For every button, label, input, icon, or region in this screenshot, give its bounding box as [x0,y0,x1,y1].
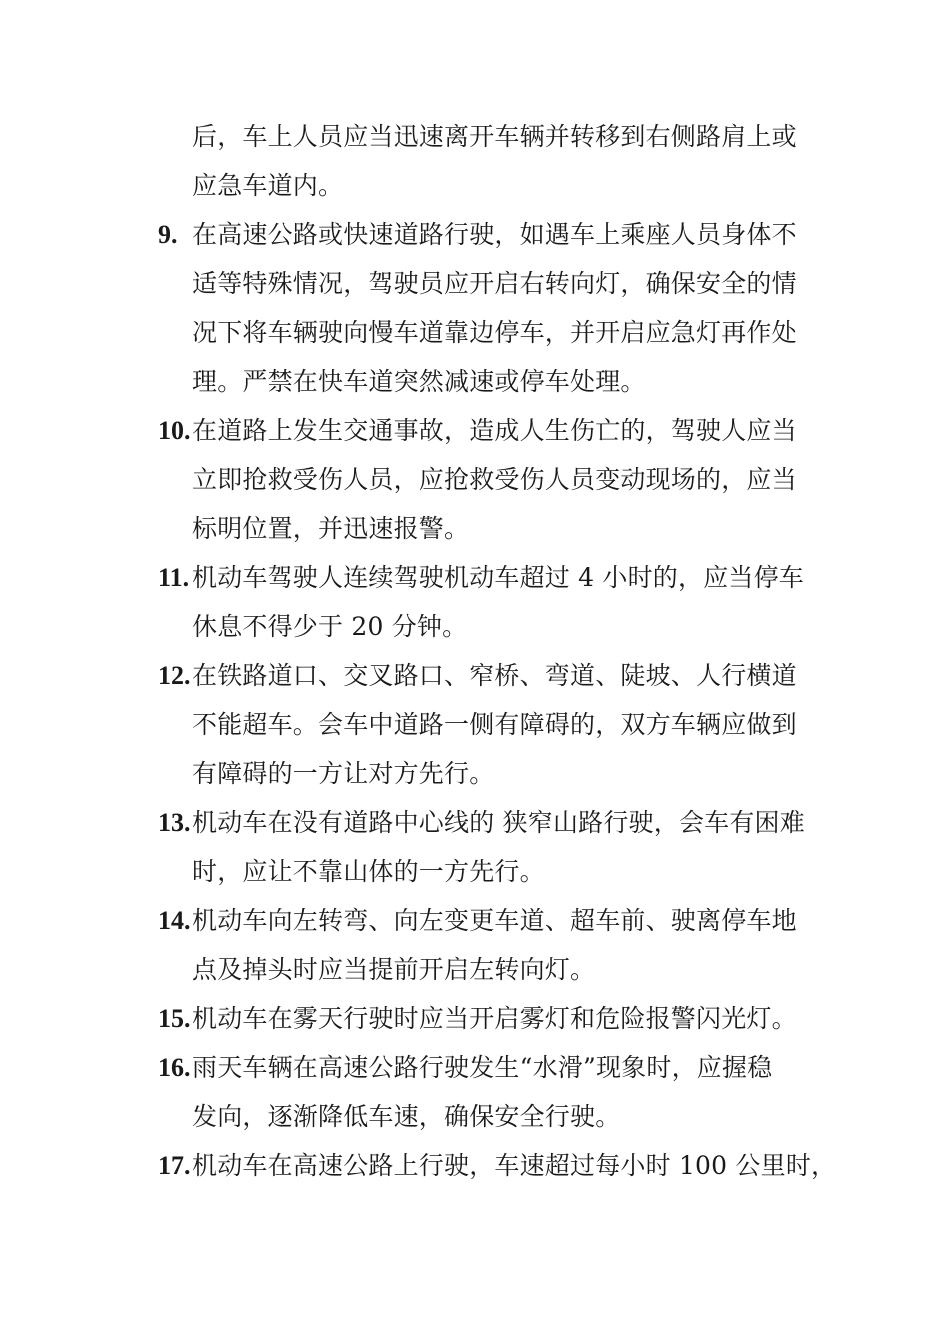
list-item [158,406,810,553]
item-line: 点及掉头时应当提前开启左转向灯。 [192,955,596,984]
item-number: 13. [158,808,191,837]
list-item [158,553,810,651]
item-line: 休息不得少于 20 分钟。 [192,612,468,641]
item-line: 机动车在高速公路上行驶，车速超过每小时 100 公里时， [192,1151,837,1180]
item-line: 况下将车辆驶向慢车道靠边停车，并开启应急灯再作处 [192,318,797,347]
item-line: 理。严禁在快车道突然减速或停车处理。 [192,367,646,396]
item-number: 11. [158,563,190,592]
item-line: 适等特殊情况，驾驶员应开启右转向灯，确保安全的情 [192,269,797,298]
item-line: 在道路上发生交通事故，造成人生伤亡的，驾驶人应当 [192,416,797,445]
item-line: 机动车驾驶人连续驾驶机动车超过 4 小时的，应当停车 [192,563,805,592]
item-line: 在铁路道口、交叉路口、窄桥、弯道、陡坡、人行横道 [192,661,797,690]
item-line: 机动车在雾天行驶时应当开启雾灯和危险报警闪光灯。 [192,1004,797,1033]
item-line: 不能超车。会车中道路一侧有障碍的，双方车辆应做到 [192,710,797,739]
rule-list [158,112,837,1190]
list-item [158,651,810,798]
item-number: 10. [158,416,191,445]
item-line: 应急车道内。 [192,171,344,200]
item-number: 14. [158,906,191,935]
list-item [158,1043,810,1141]
list-item [158,994,810,1043]
item-line: 时，应让不靠山体的一方先行。 [192,857,545,886]
item-line: 有障碍的一方让对方先行。 [192,759,495,788]
list-item [158,1141,837,1190]
item-line: 发向，逐渐降低车速，确保安全行驶。 [192,1102,621,1131]
item-line: 立即抢救受伤人员，应抢救受伤人员变动现场的，应当 [192,465,797,494]
item-number: 12. [158,661,191,690]
item-line: 机动车向左转弯、向左变更车道、超车前、驶离停车地 [192,906,797,935]
list-item [192,112,810,210]
item-number: 17. [158,1151,191,1180]
list-item [158,210,810,406]
list-item [158,798,810,896]
item-line: 标明位置，并迅速报警。 [192,514,470,543]
item-line: 雨天车辆在高速公路行驶发生“水滑”现象时，应握稳 [192,1053,773,1082]
list-item [158,896,810,994]
item-line: 后，车上人员应当迅速离开车辆并转移到右侧路肩上或 [192,122,797,151]
item-number: 9. [158,220,178,249]
item-number: 16. [158,1053,191,1082]
item-number: 15. [158,1004,191,1033]
item-line: 机动车在没有道路中心线的 狭窄山路行驶，会车有困难 [192,808,805,837]
item-line: 在高速公路或快速道路行驶，如遇车上乘座人员身体不 [192,220,797,249]
